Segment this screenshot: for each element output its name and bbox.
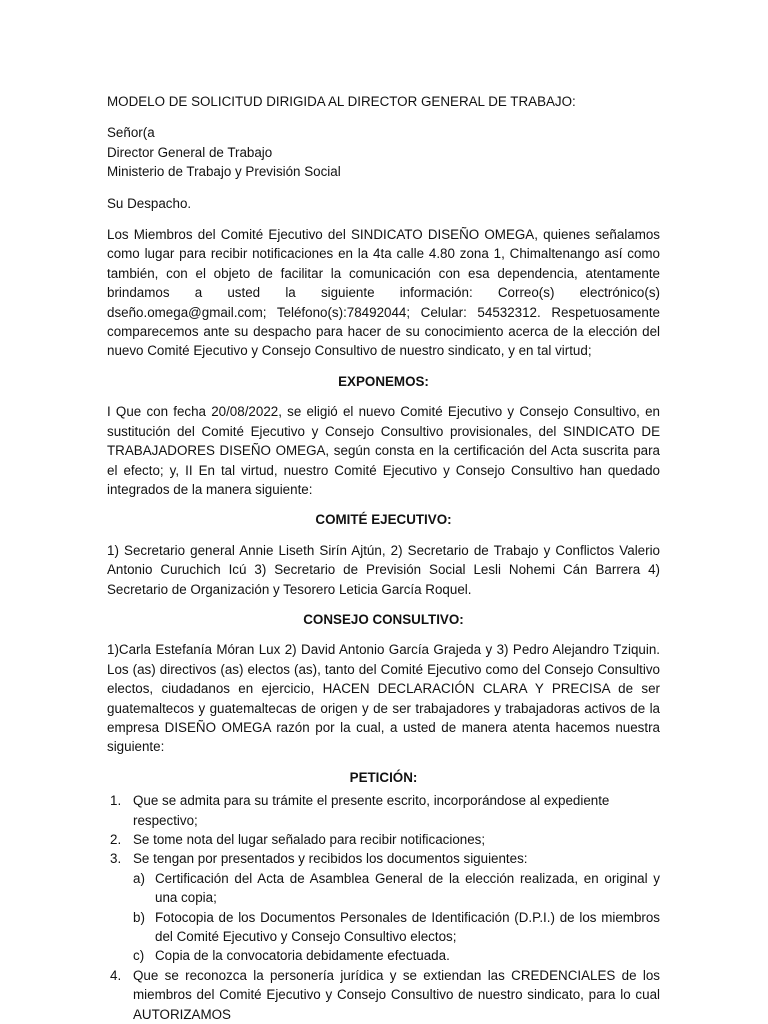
addressee-position: Director General de Trabajo	[107, 144, 273, 160]
consejo-consultivo-heading: CONSEJO CONSULTIVO:	[303, 611, 464, 627]
peticion-list	[107, 791, 660, 1024]
peticion-item	[107, 830, 660, 849]
peticion-item	[107, 791, 660, 830]
peticion-item-number: 4.	[110, 967, 122, 983]
peticion-item	[107, 849, 660, 965]
documento-item-letter: c)	[133, 948, 145, 964]
documento-item-letter: a)	[133, 870, 145, 886]
addressee-block	[107, 123, 660, 181]
addressee-salutation: Señor(a	[107, 125, 155, 141]
peticion-item-text: Que se reconozca la personería jurídica y se extiendan las CREDENCIALES de los miembros del Comité Ejecutivo y Consejo Consultivo de nuestro sindicato, para lo cual AUTORIZAMOS	[133, 967, 660, 1022]
peticion-heading: PETICIÓN:	[349, 769, 418, 785]
document-title: MODELO DE SOLICITUD DIRIGIDA AL DIRECTOR GENERAL DE TRABAJO:	[107, 94, 576, 109]
exponemos-heading: EXPONEMOS:	[338, 373, 429, 389]
peticion-item-text: Se tome nota del lugar señalado para recibir notificaciones;	[133, 832, 486, 847]
peticion-item	[107, 966, 660, 1024]
comite-ejecutivo-heading: COMITÉ EJECUTIVO:	[315, 512, 452, 528]
documento-item-text: Copia de la convocatoria debidamente efectuada.	[155, 948, 450, 964]
peticion-item-number: 3.	[110, 851, 122, 867]
consejo-consultivo-paragraph: 1)Carla Estefanía Móran Lux 2) David Antonio García Grajeda y 3) Pedro Alejandro Tziquin. Los (as) directivos (as) electos (as), tanto del Comité Ejecutivo como del Consejo Consultivo electos, ciudadanos en ejercicio, HACEN DECLARACIÓN CLARA Y PRECISA de ser guatemaltecos y guatemaltecas de origen y de ser trabajadores y trabajadoras activos de la empresa DISEÑO OMEGA razón por la cual, a usted de manera atenta hacemos nuestra siguiente:	[107, 642, 660, 755]
documento-item-letter: b)	[133, 909, 145, 925]
peticion-item-number: 2.	[110, 832, 122, 847]
addressee-ministry: Ministerio de Trabajo y Previsión Social	[107, 164, 341, 180]
documento-item	[133, 869, 660, 908]
document-body	[107, 92, 660, 1024]
peticion-item-number: 1.	[110, 793, 122, 809]
documento-item-text: Fotocopia de los Documentos Personales de Identificación (D.P.I.) de los miembros del Comité Ejecutivo y Consejo Consultivo electos;	[155, 909, 660, 945]
peticion-item-text: Se tengan por presentados y recibidos los documentos siguientes:	[133, 851, 528, 867]
peticion-item-text: Que se admita para su trámite el presente escrito, incorporándose al expediente respectivo;	[133, 793, 610, 828]
documento-item	[133, 908, 660, 947]
documento-item	[133, 946, 660, 965]
exponemos-paragraph: I Que con fecha 20/08/2022, se eligió el nuevo Comité Ejecutivo y Consejo Consultivo, en sustitución del Comité Ejecutivo y Consejo Consultivo provisionales, del SINDICATO DE TRABAJADORES DISEÑO OMEGA, según consta en la certificación del Acta suscrita para el efecto; y, II En tal virtud, nuestro Comité Ejecutivo y Consejo Consultivo han quedado integrados de la manera siguiente:	[107, 404, 660, 497]
comite-ejecutivo-paragraph: 1) Secretario general Annie Liseth Sirín Ajtún, 2) Secretario de Trabajo y Conflictos Valerio Antonio Curuchich Icú 3) Secretario de Previsión Social Lesli Nohemi Cán Barrera 4) Secretario de Organización y Tesorero Leticia García Roquel.	[107, 542, 660, 597]
su-despacho-line: Su Despacho.	[107, 195, 192, 211]
documentos-list	[133, 869, 660, 966]
intro-paragraph: Los Miembros del Comité Ejecutivo del SINDICATO DISEÑO OMEGA, quienes señalamos como lugar para recibir notificaciones en la 4ta calle 4.80 zona 1, Chimaltenango así como también, con el objeto de facilitar la comunicación con esa dependencia, atentamente brindamos a usted la siguiente información: Correo(s) electrónico(s) dseño.omega@gmail.com; Teléfono(s):78492044; Celular: 54532312. Respetuosamente comparecemos ante su despacho para hacer de su conocimiento acerca de la elección del nuevo Comité Ejecutivo y Consejo Consultivo de nuestro sindicato, y en tal virtud;	[107, 227, 660, 359]
documento-item-text: Certificación del Acta de Asamblea General de la elección realizada, en original y una copia;	[155, 870, 660, 906]
